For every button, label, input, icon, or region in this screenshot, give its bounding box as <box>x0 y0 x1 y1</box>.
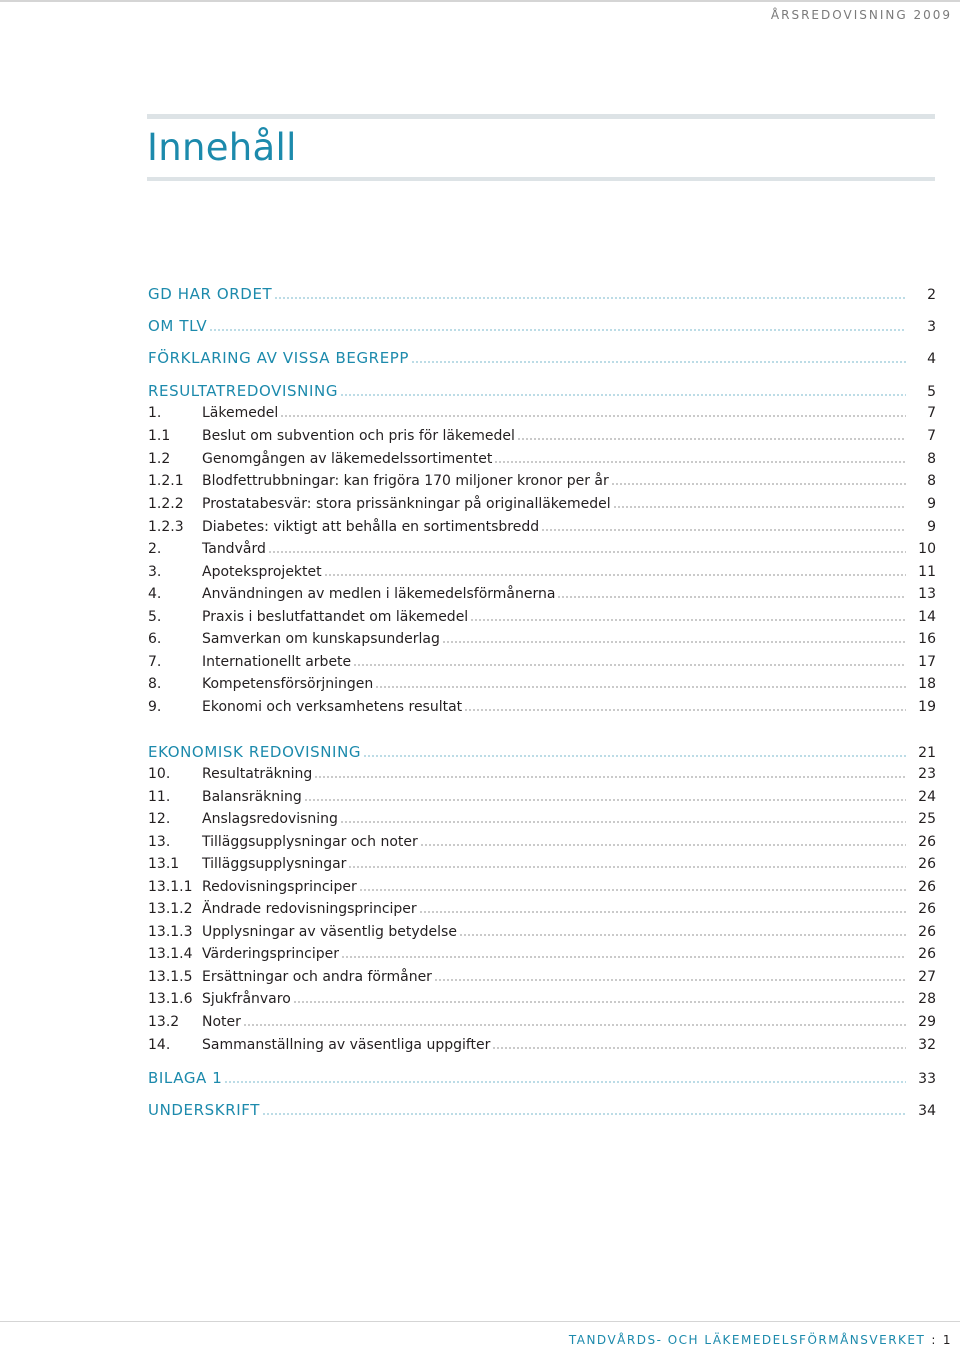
footer-separator: : <box>931 1333 937 1347</box>
toc-dot-leader <box>359 887 906 892</box>
toc-entry[interactable] <box>148 853 936 875</box>
toc-entry-number: 5. <box>148 609 162 625</box>
toc-dot-leader <box>314 774 906 779</box>
toc-entry-label: Prostatabesvär: stora prissänkningar på originalläkemedel <box>202 496 611 512</box>
toc-dot-leader <box>494 459 906 464</box>
toc-page-number: 26 <box>918 901 936 917</box>
toc-entry-number: 2. <box>148 541 162 557</box>
toc-entry[interactable] <box>148 516 936 538</box>
toc-page-number: 16 <box>918 631 936 647</box>
toc-entry[interactable] <box>148 696 936 718</box>
toc-entry-number: 12. <box>148 811 171 827</box>
toc-page-number: 17 <box>918 654 936 670</box>
toc-dot-leader <box>459 932 906 937</box>
toc-entry[interactable] <box>148 786 936 808</box>
toc-dot-leader <box>304 797 906 802</box>
toc-section-heading[interactable] <box>148 315 936 337</box>
toc-entry-label: Kompetensförsörjningen <box>202 676 374 692</box>
toc-entry-label: Tilläggsupplysningar och noter <box>202 834 418 850</box>
toc-dot-leader <box>464 707 906 712</box>
toc-entry[interactable] <box>148 898 936 920</box>
toc-entry-label: Ersättningar och andra förmåner <box>202 969 432 985</box>
report-header-label: ÅRSREDOVISNING 2009 <box>770 8 952 22</box>
toc-entry[interactable] <box>148 876 936 898</box>
toc-entry-label: Genomgången av läkemedelssortimentet <box>202 451 493 467</box>
toc-entry[interactable] <box>148 673 936 695</box>
toc-entry-number: 1.2.1 <box>148 473 184 489</box>
toc-dot-leader <box>348 864 906 869</box>
toc-dot-leader <box>274 295 906 300</box>
toc-dot-leader <box>470 617 906 622</box>
toc-page-number: 26 <box>918 856 936 872</box>
toc-entry-number: 1.2.3 <box>148 519 184 535</box>
toc-entry-label: Noter <box>202 1014 241 1030</box>
toc-entry[interactable] <box>148 943 936 965</box>
toc-entry-label: Tilläggsupplysningar <box>202 856 347 872</box>
toc-dot-leader <box>434 977 906 982</box>
toc-entry[interactable] <box>148 402 936 424</box>
toc-entry-number: 13.1.4 <box>148 946 193 962</box>
toc-entry-number: 13.1.6 <box>148 991 193 1007</box>
toc-dot-leader <box>293 999 906 1004</box>
toc-entry[interactable] <box>148 561 936 583</box>
toc-entry[interactable] <box>148 763 936 785</box>
toc-entry-number: 7. <box>148 654 162 670</box>
page-title: Innehåll <box>147 126 297 169</box>
toc-entry-number: 3. <box>148 564 162 580</box>
toc-dot-leader <box>340 392 906 397</box>
toc-entry-number: 4. <box>148 586 162 602</box>
toc-page-number: 26 <box>918 946 936 962</box>
toc-entry-number: 11. <box>148 789 171 805</box>
toc-entry-label: Resultaträkning <box>202 766 313 782</box>
toc-entry-label: Sjukfrånvaro <box>202 991 291 1007</box>
toc-page-number: 33 <box>918 1071 936 1087</box>
toc-entry-label: Balansräkning <box>202 789 302 805</box>
toc-page-number: 34 <box>918 1103 936 1119</box>
toc-dot-leader <box>557 594 906 599</box>
toc-entry[interactable] <box>148 628 936 650</box>
toc-dot-leader <box>363 753 906 758</box>
toc-entry[interactable] <box>148 493 936 515</box>
toc-page-number: 24 <box>918 789 936 805</box>
toc-dot-leader <box>541 527 906 532</box>
toc-section-heading[interactable] <box>148 283 936 305</box>
toc-page-number: 19 <box>918 699 936 715</box>
toc-entry-label: Upplysningar av väsentlig betydelse <box>202 924 457 940</box>
toc-page-number: 11 <box>918 564 936 580</box>
toc-section-heading[interactable] <box>148 347 936 369</box>
toc-page-number: 4 <box>927 351 936 367</box>
toc-entry-label: Redovisningsprinciper <box>202 879 357 895</box>
toc-dot-leader <box>375 684 906 689</box>
toc-entry-number: 8. <box>148 676 162 692</box>
toc-dot-leader <box>353 662 906 667</box>
toc-entry[interactable] <box>148 470 936 492</box>
toc-section-heading[interactable] <box>148 1067 936 1089</box>
toc-page-number: 26 <box>918 924 936 940</box>
toc-entry-label: Samverkan om kunskapsunderlag <box>202 631 440 647</box>
toc-page-number: 3 <box>927 319 936 335</box>
toc-entry-number: 10. <box>148 766 171 782</box>
toc-entry-label: GD HAR ORDET <box>148 285 273 303</box>
toc-entry-label: Värderingsprinciper <box>202 946 340 962</box>
toc-page-number: 5 <box>927 384 936 400</box>
toc-entry[interactable] <box>148 538 936 560</box>
toc-dot-leader <box>492 1045 906 1050</box>
toc-dot-leader <box>243 1022 906 1027</box>
toc-page-number: 23 <box>918 766 936 782</box>
toc-entry[interactable] <box>148 1011 936 1033</box>
toc-page-number: 26 <box>918 834 936 850</box>
toc-entry-label: Tandvård <box>202 541 266 557</box>
footer-agency-name: TANDVÅRDS- OCH LÄKEMEDELSFÖRMÅNSVERKET <box>568 1333 926 1347</box>
toc-entry-number: 13.1.3 <box>148 924 193 940</box>
toc-entry-label: Diabetes: viktigt att behålla en sortimentsbredd <box>202 519 540 535</box>
toc-dot-leader <box>341 954 906 959</box>
toc-page-number: 32 <box>918 1037 936 1053</box>
toc-section-heading[interactable] <box>148 380 936 402</box>
toc-dot-leader <box>611 481 906 486</box>
toc-entry-label: Ekonomi och verksamhetens resultat <box>202 699 463 715</box>
toc-page-number: 7 <box>927 405 936 421</box>
toc-entry-label: Praxis i beslutfattandet om läkemedel <box>202 609 469 625</box>
toc-entry[interactable] <box>148 583 936 605</box>
toc-entry-number: 13.1 <box>148 856 180 872</box>
toc-dot-leader <box>262 1111 906 1116</box>
toc-page-number: 10 <box>918 541 936 557</box>
toc-entry-number: 13.1.2 <box>148 901 193 917</box>
toc-entry-number: 1.2.2 <box>148 496 184 512</box>
toc-entry-number: 1.1 <box>148 428 171 444</box>
toc-page-number: 8 <box>927 451 936 467</box>
toc-page-number: 25 <box>918 811 936 827</box>
toc-entry[interactable] <box>148 651 936 673</box>
toc-page-number: 29 <box>918 1014 936 1030</box>
toc-entry[interactable] <box>148 921 936 943</box>
toc-section-heading[interactable] <box>148 1099 936 1121</box>
toc-dot-leader <box>411 359 906 364</box>
toc-entry[interactable] <box>148 1034 936 1056</box>
toc-dot-leader <box>442 639 906 644</box>
toc-page-number: 14 <box>918 609 936 625</box>
toc-page-number: 28 <box>918 991 936 1007</box>
toc-entry[interactable] <box>148 606 936 628</box>
toc-dot-leader <box>340 819 906 824</box>
toc-dot-leader <box>613 504 906 509</box>
toc-entry[interactable] <box>148 425 936 447</box>
toc-entry-label: OM TLV <box>148 317 208 335</box>
toc-dot-leader <box>224 1079 906 1084</box>
toc-dot-leader <box>420 842 906 847</box>
toc-page-number: 18 <box>918 676 936 692</box>
toc-section-heading[interactable] <box>148 741 936 763</box>
toc-entry-number: 13.2 <box>148 1014 180 1030</box>
toc-entry[interactable] <box>148 831 936 853</box>
toc-dot-leader <box>517 436 906 441</box>
toc-entry-label: UNDERSKRIFT <box>148 1101 260 1119</box>
bottom-rule <box>0 1321 960 1322</box>
page-footer <box>569 1333 952 1347</box>
footer-page-number: 1 <box>942 1333 952 1347</box>
toc-entry-label: RESULTATREDOVISNING <box>148 382 339 400</box>
toc-page-number: 8 <box>927 473 936 489</box>
toc-entry-number: 13.1.5 <box>148 969 193 985</box>
toc-entry[interactable] <box>148 448 936 470</box>
toc-entry-label: Anslagsredovisning <box>202 811 338 827</box>
toc-entry-number: 6. <box>148 631 162 647</box>
toc-page-number: 9 <box>927 519 936 535</box>
toc-page-number: 13 <box>918 586 936 602</box>
toc-entry-label: Användningen av medlen i läkemedelsförmånerna <box>202 586 556 602</box>
toc-dot-leader <box>324 572 906 577</box>
toc-entry-number: 1. <box>148 405 162 421</box>
toc-entry-number: 14. <box>148 1037 171 1053</box>
toc-entry-label: Beslut om subvention och pris för läkemedel <box>202 428 515 444</box>
toc-page-number: 7 <box>927 428 936 444</box>
toc-entry-number: 13. <box>148 834 171 850</box>
toc-entry[interactable] <box>148 808 936 830</box>
toc-page-number: 2 <box>927 287 936 303</box>
toc-entry-label: Blodfettrubbningar: kan frigöra 170 miljoner kronor per år <box>202 473 609 489</box>
toc-dot-leader <box>419 909 906 914</box>
toc-entry-label: Läkemedel <box>202 405 279 421</box>
toc-entry-label: FÖRKLARING AV VISSA BEGREPP <box>148 349 410 367</box>
toc-entry-number: 9. <box>148 699 162 715</box>
toc-page-number: 26 <box>918 879 936 895</box>
toc-page-number: 9 <box>927 496 936 512</box>
toc-dot-leader <box>209 327 906 332</box>
toc-entry[interactable] <box>148 966 936 988</box>
toc-entry-number: 1.2 <box>148 451 171 467</box>
toc-entry-label: Internationellt arbete <box>202 654 352 670</box>
toc-entry-label: BILAGA 1 <box>148 1069 223 1087</box>
toc-page-number: 27 <box>918 969 936 985</box>
toc-entry-label: EKONOMISK REDOVISNING <box>148 743 362 761</box>
toc-entry-label: Apoteksprojektet <box>202 564 322 580</box>
toc-dot-leader <box>268 549 906 554</box>
toc-dot-leader <box>280 413 906 418</box>
toc-page-number: 21 <box>918 745 936 761</box>
toc-entry-label: Ändrade redovisningsprinciper <box>202 901 417 917</box>
toc-entry[interactable] <box>148 988 936 1010</box>
toc-entry-label: Sammanställning av väsentliga uppgifter <box>202 1037 491 1053</box>
toc-entry-number: 13.1.1 <box>148 879 193 895</box>
